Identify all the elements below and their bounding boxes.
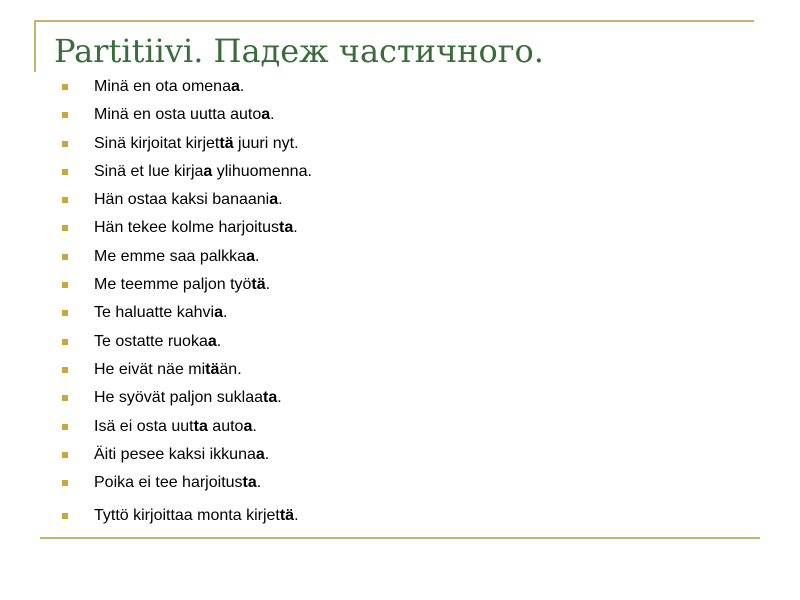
bullet-item — [60, 413, 312, 441]
bullet-item — [60, 186, 312, 214]
partitive-ending: ta — [262, 389, 278, 407]
sentence-text: auto — [207, 417, 244, 435]
square-bullet-icon — [62, 141, 68, 147]
sentence-text: ylihuomenna. — [212, 162, 312, 180]
sentence-text: Hän tekee kolme harjoitus — [94, 219, 279, 237]
square-bullet-icon — [62, 169, 68, 175]
sentence-text: Tyttö kirjoittaa monta kirjet — [94, 507, 280, 525]
partitive-ending: ta — [278, 219, 294, 237]
sentence-text: . — [256, 474, 262, 492]
top-horizontal-rule — [34, 20, 754, 22]
sentence-text: . — [252, 417, 257, 435]
bullet-item — [60, 356, 312, 384]
partitive-ending: a — [269, 191, 279, 209]
square-bullet-icon — [62, 367, 68, 373]
partitive-ending: tä — [219, 134, 234, 152]
sentence-text: Isä ei osta uut — [94, 417, 194, 435]
bullet-item — [60, 502, 312, 530]
bullet-item — [60, 214, 312, 242]
bullet-item — [60, 158, 312, 186]
partitive-ending: ta — [242, 474, 257, 492]
sentence-text: . — [265, 276, 271, 294]
bullet-item — [60, 328, 312, 356]
sentence-text: Hän ostaa kaksi banaani — [94, 191, 270, 209]
sentence-text: He syövät paljon suklaa — [94, 389, 263, 407]
slide-title: Partitiivi. Падеж частичного. — [54, 32, 548, 70]
square-bullet-icon — [62, 513, 68, 519]
square-bullet-icon — [62, 339, 68, 345]
sentence-text: juuri nyt. — [233, 134, 299, 152]
square-bullet-icon — [62, 424, 68, 430]
bullet-item — [60, 73, 312, 101]
bullet-list — [60, 73, 312, 531]
sentence-text: Me teemme paljon työ — [94, 276, 252, 294]
sentence-text: Te haluatte kahvi — [94, 304, 215, 322]
sentence-text: Me emme saa palkka — [94, 247, 247, 265]
partitive-ending: a — [230, 78, 240, 95]
sentence-text: Minä en osta uutta auto — [94, 106, 262, 124]
sentence-text: . — [293, 219, 298, 237]
square-bullet-icon — [62, 282, 68, 288]
bullet-item — [60, 299, 312, 327]
square-bullet-icon — [62, 452, 68, 458]
square-bullet-icon — [62, 225, 68, 231]
sentence-text: Sinä et lue kirja — [94, 162, 204, 180]
partitive-ending: tä — [279, 507, 295, 525]
partitive-ending: ta — [193, 417, 208, 435]
sentence-text: Sinä kirjoitat kirjet — [94, 134, 220, 152]
sentence-text: Poika ei tee harjoitus — [94, 474, 243, 492]
bullet-item — [60, 384, 312, 412]
square-bullet-icon — [62, 395, 68, 401]
sentence-text: . — [278, 191, 283, 209]
sentence-text: . — [254, 247, 260, 265]
square-bullet-icon — [62, 254, 68, 260]
partitive-ending: a — [207, 332, 217, 350]
sentence-text: . — [277, 389, 282, 407]
bullet-item — [60, 130, 312, 158]
sentence-text: . — [216, 332, 222, 350]
sentence-text: . — [264, 445, 270, 463]
sentence-text: He eivät näe mi — [94, 360, 206, 378]
sentence-text: . — [294, 507, 299, 525]
square-bullet-icon — [62, 480, 68, 486]
bullet-item — [60, 271, 312, 299]
partitive-ending: a — [246, 247, 255, 265]
bullet-item — [60, 243, 312, 271]
sentence-text: Te ostatte ruoka — [94, 332, 208, 350]
bottom-horizontal-rule — [40, 537, 760, 539]
partitive-ending: tä — [251, 276, 266, 294]
partitive-ending: a — [255, 445, 265, 463]
sentence-text: Minä en ota omena — [94, 78, 231, 95]
square-bullet-icon — [62, 112, 68, 118]
partitive-ending: tä — [205, 360, 220, 378]
square-bullet-icon — [62, 197, 68, 203]
bullet-item — [60, 101, 312, 129]
partitive-ending: a — [243, 417, 253, 435]
bullet-item — [60, 441, 312, 469]
top-vertical-rule — [34, 20, 36, 72]
sentence-text: . — [222, 304, 228, 322]
partitive-ending: a — [261, 106, 271, 124]
square-bullet-icon — [62, 84, 68, 90]
square-bullet-icon — [62, 310, 68, 316]
bullet-item — [60, 469, 312, 497]
sentence-text: än. — [219, 360, 242, 378]
partitive-ending: a — [214, 304, 223, 322]
sentence-text: . — [239, 78, 245, 95]
partitive-ending: a — [203, 162, 213, 180]
sentence-text: Äiti pesee kaksi ikkuna — [94, 445, 256, 463]
sentence-text: . — [270, 106, 275, 124]
